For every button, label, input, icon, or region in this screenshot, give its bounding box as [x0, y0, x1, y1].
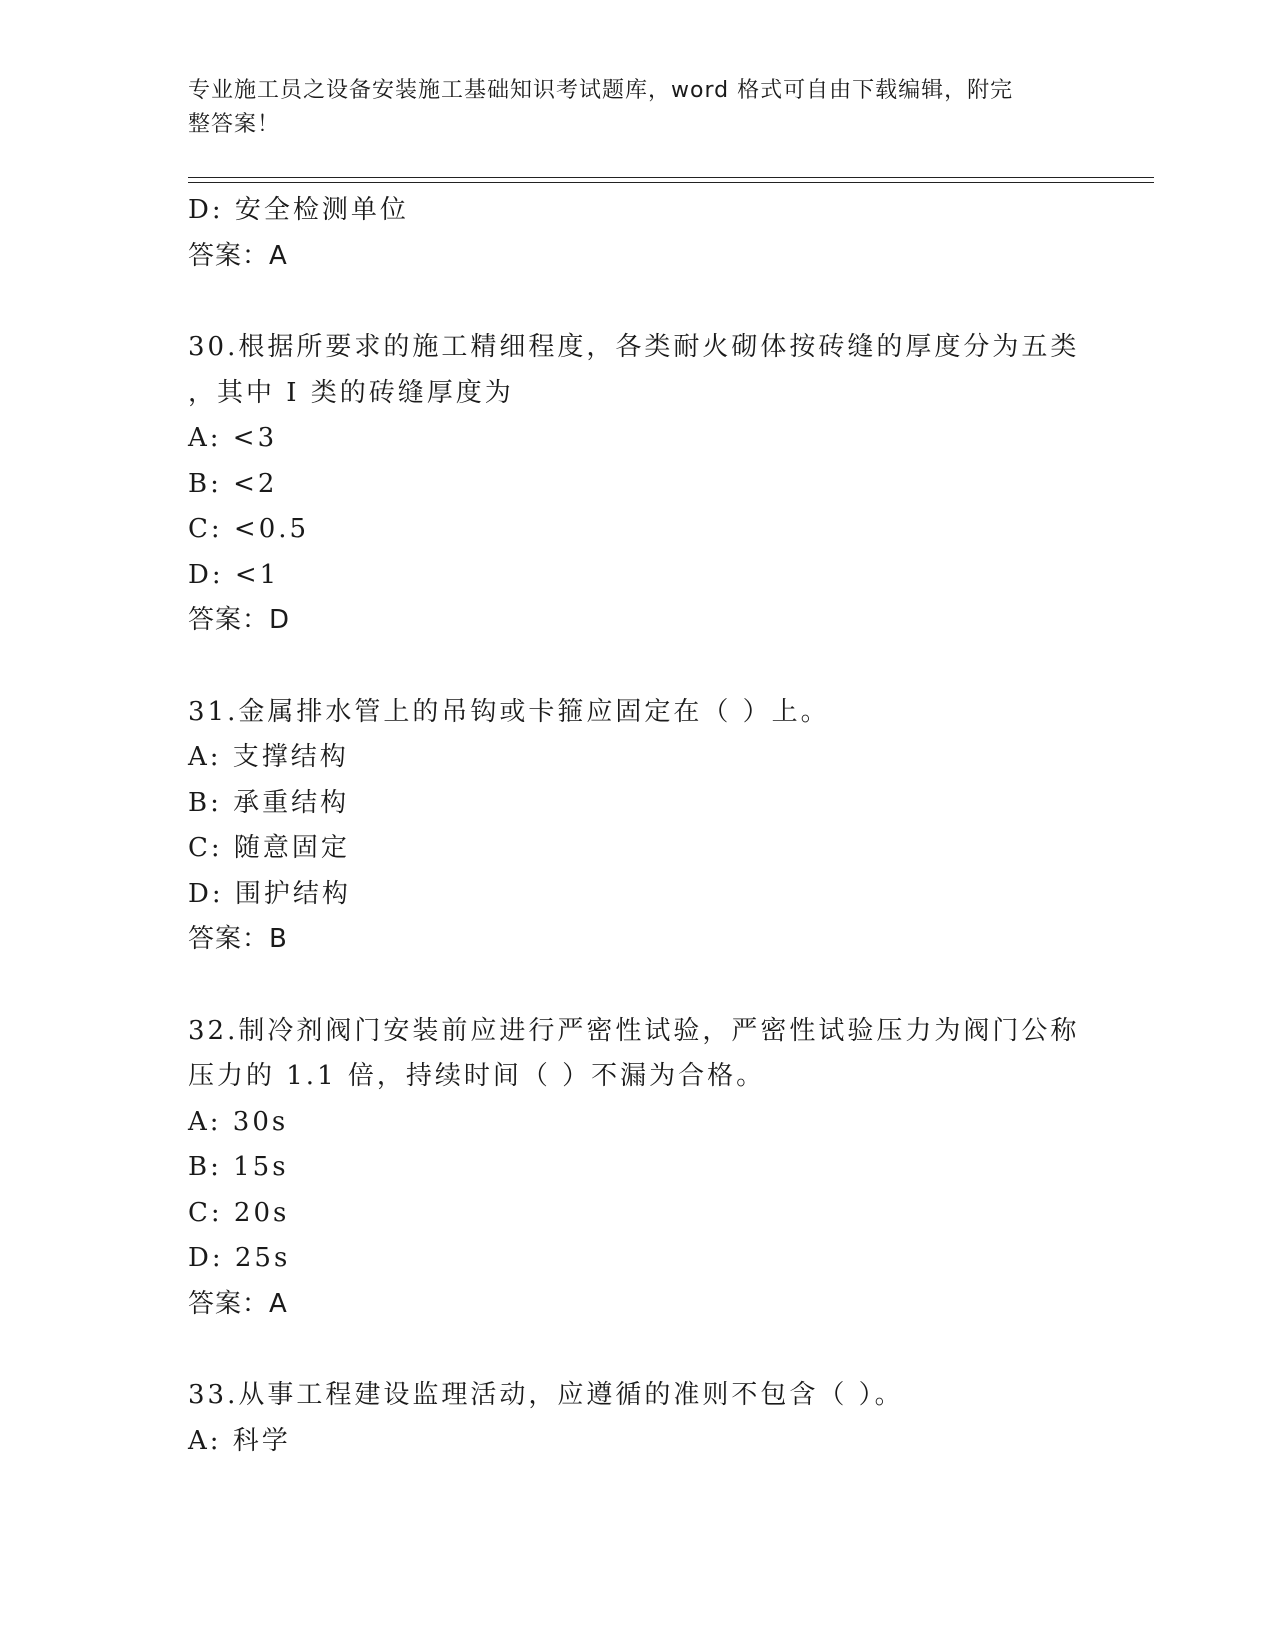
option-b: B: 15s: [188, 1152, 289, 1182]
question-content: [188, 188, 1088, 1464]
question-29-tail: [188, 188, 1088, 279]
option-c: C: 随意固定: [188, 833, 350, 863]
option-d: D: 围护结构: [188, 878, 351, 909]
option-d: D: 25s: [188, 1243, 291, 1273]
option-c: C: <0.5: [188, 514, 310, 544]
option-d: D: 安全检测单位: [188, 195, 409, 225]
option-a: A: <3: [188, 423, 278, 453]
question-stem-continued: ，其中 I 类的砖缝厚度为: [188, 377, 514, 408]
question-stem: 33.从事工程建设监理活动，应遵循的准则不包含（ ）。: [188, 1380, 904, 1410]
question-stem: 31.金属排水管上的吊钩或卡箍应固定在（ ）上。: [188, 696, 830, 727]
option-a: A: 支撑结构: [188, 742, 349, 772]
question-stem-continued: 压力的 1.1 倍，持续时间（ ）不漏为合格。: [188, 1061, 766, 1091]
answer: 答案：A: [188, 1288, 288, 1319]
answer: 答案：D: [188, 605, 291, 635]
option-b: B: <2: [188, 468, 278, 499]
option-b: B: 承重结构: [188, 787, 350, 818]
option-d: D: <1: [188, 559, 280, 590]
spacer: [188, 1327, 1088, 1373]
answer: 答案：B: [188, 924, 288, 954]
question-32: [188, 1009, 1088, 1328]
spacer: [188, 644, 1088, 690]
option-a: A: 30s: [188, 1106, 289, 1137]
option-a: A: 科学: [188, 1425, 291, 1456]
answer: 答案：A: [188, 240, 288, 271]
option-c: C: 20s: [188, 1197, 290, 1228]
document-header: [188, 74, 1068, 142]
header-line-1: 专业施工员之设备安装施工基础知识考试题库，word 格式可自由下载编辑，附完: [188, 78, 1014, 103]
question-33: [188, 1373, 1088, 1464]
question-stem: 32.制冷剂阀门安装前应进行严密性试验，严密性试验压力为阀门公称: [188, 1015, 1080, 1046]
spacer: [188, 279, 1088, 325]
spacer: [188, 963, 1088, 1009]
header-line-2: 整答案！: [188, 112, 281, 137]
header-rule-bottom: [188, 182, 1154, 183]
question-30: [188, 325, 1088, 644]
question-31: [188, 690, 1088, 963]
header-rule-top: [188, 177, 1154, 178]
question-stem: 30.根据所要求的施工精细程度，各类耐火砌体按砖缝的厚度分为五类: [188, 332, 1080, 362]
